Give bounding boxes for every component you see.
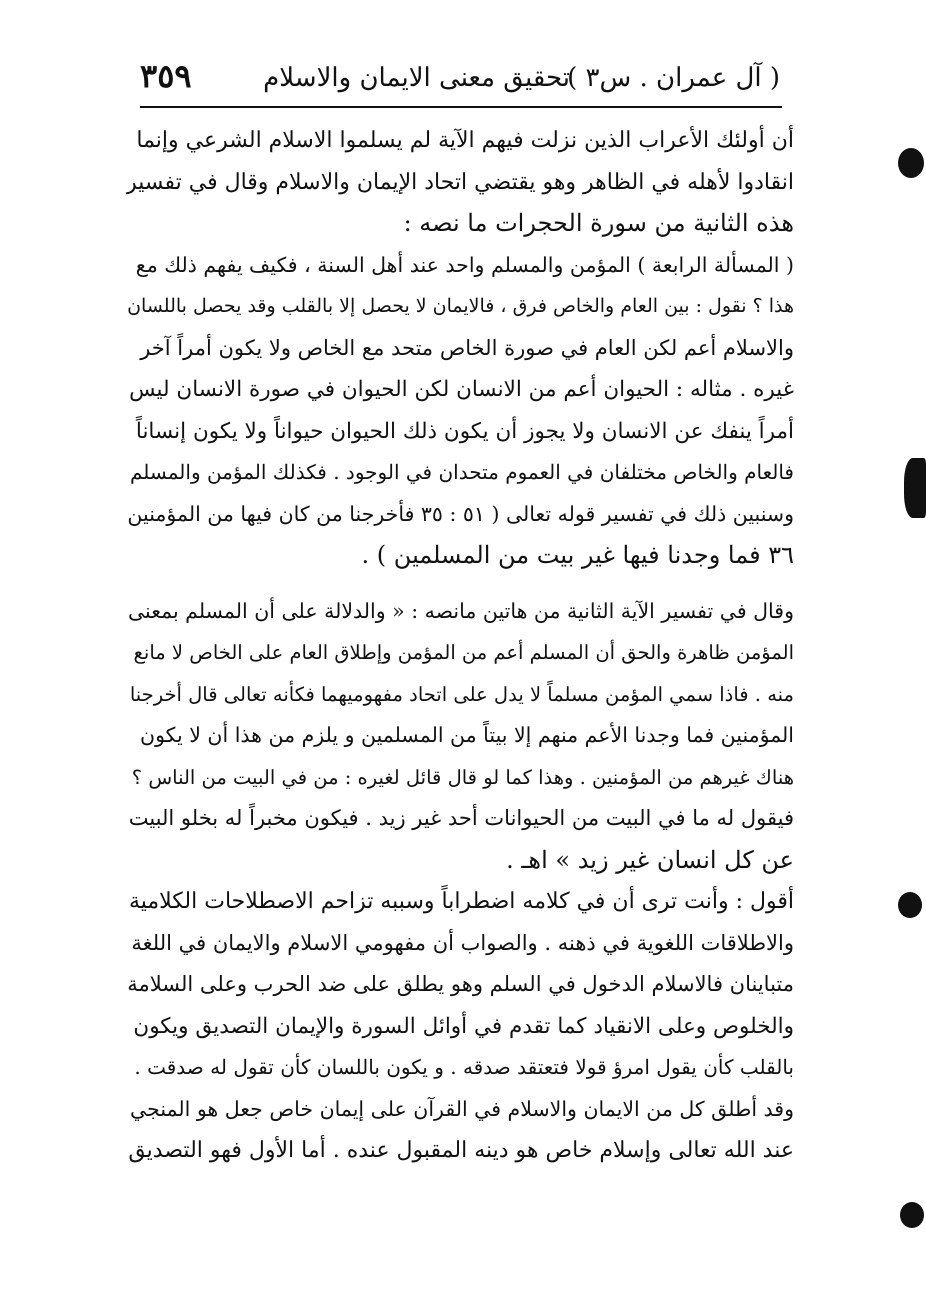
text-line: ٣٦ فما وجدنا فيها غير بيت من المسلمين ) . xyxy=(361,541,794,569)
text-line: غيره . مثاله : الحيوان أعم من الانسان لكن الحيوان في صورة الانسان ليس xyxy=(129,377,794,402)
text-line: والخلوص وعلى الانقياد كما تقدم في أوائل السورة والإيمان التصديق ويكون xyxy=(133,1013,794,1039)
text-line: هناك غيرهم من المؤمنين . وهذا كما لو قال قائل لغيره : من في البيت من الناس ؟ xyxy=(131,765,794,789)
text-line: وسنبين ذلك في تفسير قوله تعالى ( ٥١ : ٣٥ فأخرجنا من كان فيها من المؤمنين xyxy=(127,501,794,526)
ink-blot xyxy=(898,148,924,178)
page-header xyxy=(140,58,780,106)
ink-blot xyxy=(898,892,922,918)
text-line: عند الله تعالى وإسلام خاص هو دينه المقبول عنده . أما الأول فهو التصديق xyxy=(128,1138,794,1163)
ink-blot xyxy=(904,458,926,518)
text-line: ( المسألة الرابعة ) المؤمن والمسلم واحد عند أهل السنة ، فكيف يفهم ذلك مع xyxy=(135,252,794,277)
text-line: هذا ؟ نقول : بين العام والخاص فرق ، فالايمان لا يحصل إلا بالقلب وقد يحصل باللسان xyxy=(127,295,794,317)
text-line: هذه الثانية من سورة الحجرات ما نصه : xyxy=(403,209,794,237)
text-line: انقادوا لأهله في الظاهر وهو يقتضي اتحاد الإيمان والاسلام وقال في تفسير xyxy=(126,169,794,195)
text-line: والاسلام أعم لكن العام في صورة الخاص متحد مع الخاص ولا يكون أمراً آخر xyxy=(140,335,794,360)
text-line: أقول : وأنت ترى أن في كلامه اضطراباً وسببه تزاحم الاصطلاحات الكلامية xyxy=(128,889,794,914)
text-line: وقال في تفسير الآية الثانية من هاتين مانصه : « والدلالة على أن المسلم بمعنى xyxy=(127,598,794,623)
text-line: بالقلب كأن يقول امرؤ قولا فتعتقد صدقه . و يكون باللسان كأن تقول له صدقت . xyxy=(134,1055,794,1079)
surah-reference: ( آل عمران . س٣ ) xyxy=(567,63,780,93)
body-text xyxy=(126,120,794,1172)
text-line: وقد أطلق كل من الايمان والاسلام في القرآن على إيمان خاص جعل هو المنجي xyxy=(130,1096,794,1121)
text-line: فالعام والخاص مختلفان في العموم متحدان في الوجود . فكذلك المؤمن والمسلم xyxy=(129,460,794,484)
text-line: والاطلاقات اللغوية في ذهنه . والصواب أن مفهومي الاسلام والايمان في اللغة xyxy=(131,930,794,955)
text-line: أمراً ينفك عن الانسان ولا يجوز أن يكون ذلك الحيوان حيواناً ولا يكون إنساناً xyxy=(135,418,794,444)
header-rule xyxy=(140,106,782,108)
text-line: المؤمن ظاهرة والحق أن المسلم أعم من المؤمن وإطلاق العام على الخاص لا مانع xyxy=(133,641,794,664)
page-number: ٣٥٩ xyxy=(140,57,192,95)
text-line: فيقول له ما في البيت من الحيوانات أحد غير زيد . فيكون مخبراً له بخلو البيت xyxy=(128,806,794,830)
paragraph-gap xyxy=(126,577,794,591)
ink-blot xyxy=(900,1202,924,1228)
text-line: المؤمنين فما وجدنا الأعم منهم إلا بيتاً من المسلمين و يلزم من هذا أن لا يكون xyxy=(140,723,794,747)
text-line: منه . فاذا سمي المؤمن مسلماً لا يدل على اتحاد مفهوميهما فكأنه تعالى قال أخرجنا xyxy=(129,682,794,706)
text-line: عن كل انسان غير زيد » اهـ . xyxy=(506,845,794,874)
text-line: أن أولئك الأعراب الذين نزلت فيهم الآية لم يسلموا الاسلام الشرعي وإنما xyxy=(136,128,794,153)
running-title: تحقيق معنى الايمان والاسلام xyxy=(263,63,570,93)
text-line: متباينان فالاسلام الدخول في السلم وهو يطلق على ضد الحرب وعلى السلامة xyxy=(127,972,794,996)
